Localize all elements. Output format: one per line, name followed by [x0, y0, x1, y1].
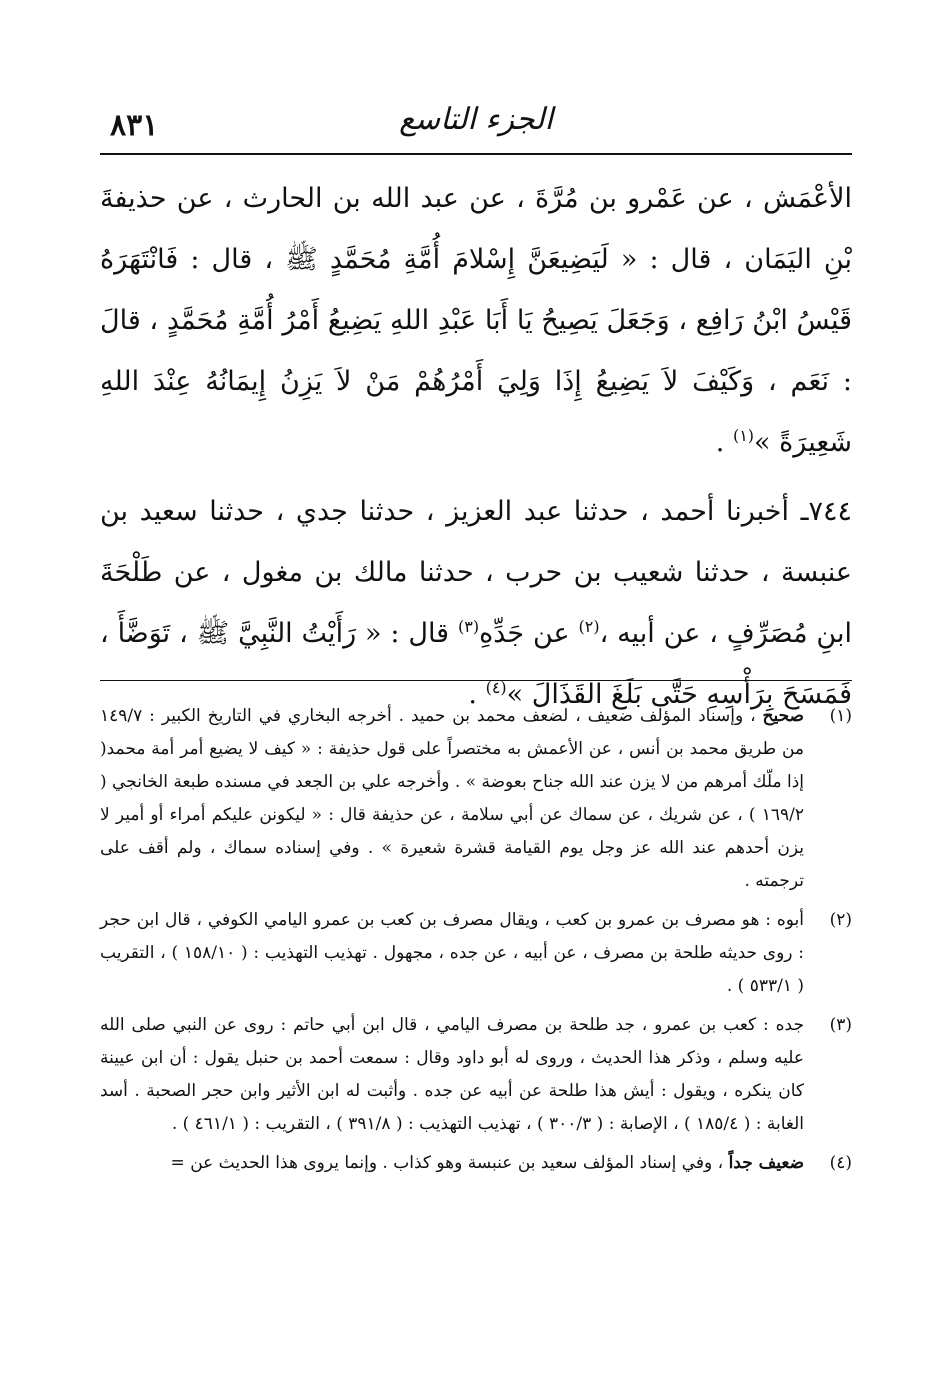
footnote-number: (٢): [829, 910, 852, 930]
hadith-text: ٧٤٤ـ أخبرنا أحمد ، حدثنا عبد العزيز ، حدثنا جدي ، حدثنا سعيد بن عنبسة ، حدثنا شعيب بن حرب ، حدثنا مالك بن مغول ، عن طَلْحَةَ ابنِ مُصَرِّفٍ ، عن أبيه ،: [100, 496, 852, 649]
hadith-text: عن جَدِّهِ: [479, 618, 579, 649]
hadith-paragraph: [100, 481, 852, 725]
footnote-text: أبوه : هو مصرف بن عمرو بن كعب ، ويقال مصرف بن كعب بن عمرو اليامي الكوفي ، قال ابن حجر : روى حديثه طلحة بن مصرف ، عن أبيه ، عن جده ، مجهول . تهذيب التهذيب : ( ١٥٨/١٠ ) ، التقريب ( ٥٣٣/١ ) .: [100, 910, 804, 996]
hadith-end: .: [715, 427, 733, 458]
page-number: ٨٣١: [110, 108, 159, 143]
footnote-text: ، وإسناد المؤلف ضعيف ، لضعف محمد بن حميد . أخرجه البخاري في التاريخ الكبير : ١٤٩/٧ من طريق محمد بن أنس ، عن الأعمش به مختصراً على قول حذيفة : « كيف لا يضيع أمر أمة محمد( إذا ملّك أمرهم من لا يزن عند الله جناح بعوضة » . وأخرجه علي بن الجعد في مسنده طبعة الخانجي ( ١٦٩/٢ ) ، عن شريك ، عن سماك عن أبي سلامة ، عن حذيفة قال : « ليكونن عليكم أمراء أو أمير لا يزن أحدهم عند الله عز وجل يوم القيامة قشرة شعيرة » . وفي إسناده سماك ، ولم أقف على ترجمته .: [100, 706, 804, 891]
footnote: [100, 904, 852, 1003]
main-text: [100, 168, 852, 725]
footnote-ref: (٣): [457, 617, 480, 636]
footnote: [100, 1009, 852, 1141]
footnote: [100, 700, 852, 898]
footnote-text: ، وفي إسناد المؤلف سعيد بن عنبسة وهو كذاب . وإنما يروى هذا الحديث عن =: [170, 1153, 729, 1173]
hadith-text: الأعْمَش ، عن عَمْرو بن مُرَّةَ ، عن عبد الله بن الحارث ، عن حذيفةَ بْنِ اليَمَان ، قال : « لَيَضِيعَنَّ إِسْلامَ أُمَّةِ مُحَمَّدٍ ﷺ ، قال : فَانْتَهَرَهُ قَيْسُ ابْنُ رَافِع ، وَجَعَلَ يَصِيحُ يَا أَبَا عَبْدِ اللهِ يَضِيعُ أَمْرُ أُمَّةِ مُحَمَّدٍ ، قالَ : نَعَم ، وَكَيْفَ لاَ يَضِيعُ إِذَا وَلِيَ أَمْرُهُمْ مَنْ لاَ يَزِنُ إِيمَانُهُ عِنْدَ اللهِ شَعِيرَةً »: [100, 183, 852, 458]
hadith-paragraph: [100, 168, 852, 473]
footnote: [100, 1147, 852, 1180]
footnote-ref: (١): [732, 426, 755, 445]
footnotes: [100, 700, 852, 1186]
footnote-number: (٤): [829, 1153, 852, 1173]
running-title: الجزء التاسع: [399, 102, 553, 137]
footnote-number: (١): [829, 706, 852, 726]
footnote-text: جده : كعب بن عمرو ، جد طلحة بن مصرف اليامي ، قال ابن أبي حاتم : روى عن النبي صلى الله عليه وسلم ، وذكر هذا الحديث ، وروى له أبو داود وقال : سمعت أحمد بن حنبل يقول : أن ابن عيينة كان ينكره ، ويقول : أيش هذا طلحة عن أبيه عن جده . وأثبت له ابن الأثير وابن حجر الصحبة . أسد الغابة : ( ١٨٥/٤ ) ، الإصابة : ( ٣٠٠/٣ ) ، تهذيب التهذيب : ( ٣٩١/٨ ) ، التقريب : ( ٤٦١/١ ) .: [100, 1015, 804, 1134]
footnote-ref: (٢): [578, 617, 600, 636]
footnote-grade: ضعيف جداً: [728, 1153, 804, 1173]
header-divider: [100, 153, 852, 155]
hadith-text: قال : « رَأَيْتُ النَّبِيَّ ﷺ ، تَوَضَّأَ ، فَمَسَحَ بِرَأْسِهِ حَتَّى بَلَغَ القَذَالَ »: [100, 618, 852, 710]
footnote-ref: (٤): [485, 678, 507, 697]
hadith-end: .: [468, 679, 486, 710]
footnote-divider: [100, 680, 852, 681]
footnote-number: (٣): [829, 1015, 852, 1035]
footnote-grade: صحيح: [762, 706, 804, 726]
page-header: [100, 92, 852, 152]
